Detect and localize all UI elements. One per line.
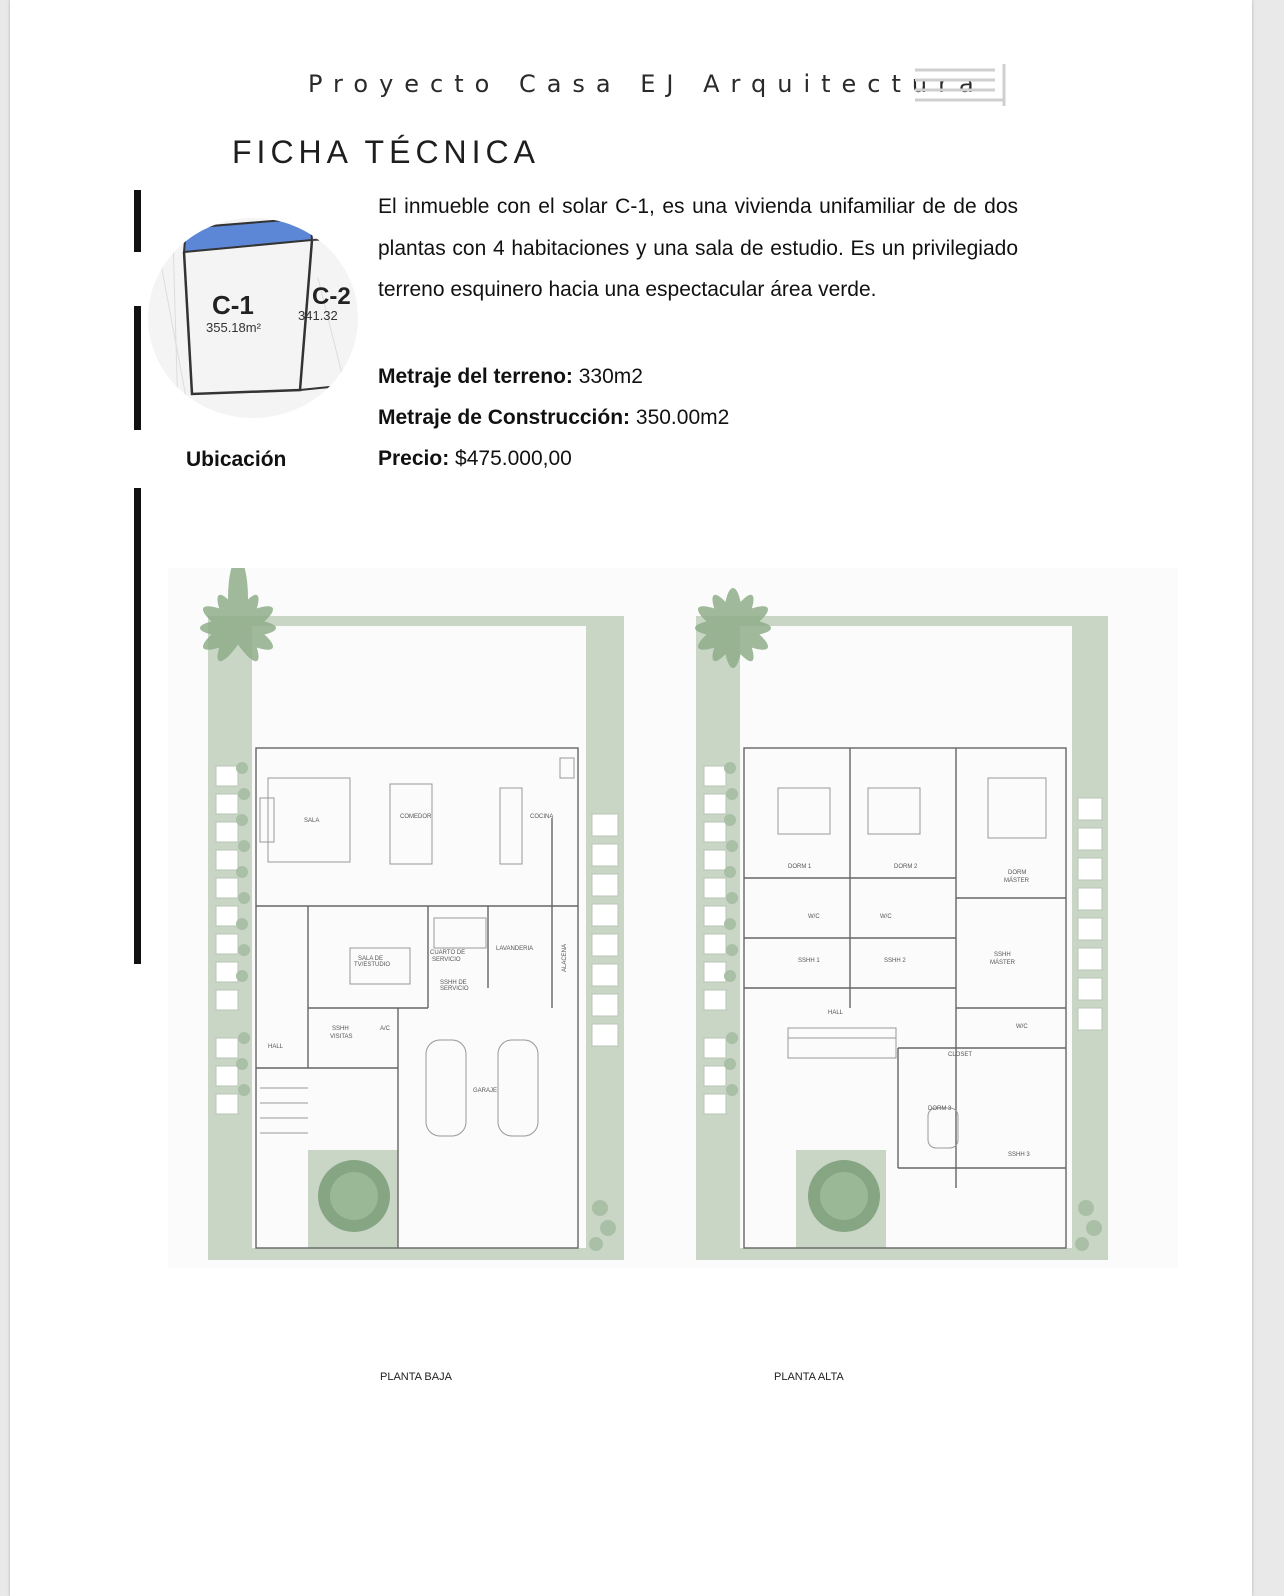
svg-text:HALL: HALL [268, 1044, 284, 1050]
svg-text:SSHH DE: SSHH DE [440, 980, 467, 986]
svg-text:LAVANDERIA: LAVANDERIA [496, 946, 534, 952]
svg-text:DORM 2: DORM 2 [894, 864, 918, 870]
svg-text:CLOSET: CLOSET [948, 1052, 973, 1058]
property-description: El inmueble con el solar C-1, es una vivienda unifamiliar de de dos plantas con 4 habitaciones y una sala de estudio. Es un privilegiado terreno esquinero hacia una espectacular área verde. [378, 195, 1018, 301]
svg-text:TV/ESTUDIO: TV/ESTUDIO [354, 962, 391, 968]
svg-text:W/C: W/C [808, 914, 820, 920]
svg-text:SSHH: SSHH [332, 1026, 349, 1032]
spec-label: Metraje de Construcción: [378, 406, 631, 429]
spec-item-construction-area [378, 397, 729, 438]
spec-item-land-area [378, 356, 729, 397]
accent-bar-top [134, 190, 141, 252]
svg-text:A/C: A/C [380, 1026, 391, 1032]
lot-neighbor-area: 341.32 [298, 308, 338, 323]
svg-text:DORM 3: DORM 3 [928, 1106, 952, 1112]
svg-text:HALL: HALL [828, 1010, 844, 1016]
lot-neighbor-label: C-2 [312, 283, 351, 310]
svg-text:SSHH 1: SSHH 1 [798, 958, 820, 964]
spec-label: Precio: [378, 447, 450, 470]
svg-text:SALA: SALA [304, 818, 320, 824]
caption-upper-floor: PLANTA ALTA [774, 1371, 844, 1383]
section-title: FICHA TÉCNICA [232, 134, 540, 170]
header-decoration [915, 62, 1015, 108]
lot-main-area: 355.18m² [206, 320, 261, 335]
accent-bar-middle [134, 306, 141, 430]
svg-text:SSHH 3: SSHH 3 [1008, 1152, 1030, 1158]
spec-value: $475.000,00 [455, 447, 572, 470]
location-map [148, 218, 358, 418]
svg-text:SSHH 2: SSHH 2 [884, 958, 906, 964]
svg-text:COMEDOR: COMEDOR [400, 814, 432, 820]
svg-text:DORM 1: DORM 1 [788, 864, 812, 870]
svg-text:DORM: DORM [1008, 870, 1027, 876]
svg-text:CUARTO DE: CUARTO DE [430, 950, 466, 956]
svg-text:MÁSTER: MÁSTER [990, 960, 1016, 966]
floor-plans [168, 568, 1178, 1298]
svg-text:GARAJE: GARAJE [473, 1088, 498, 1094]
location-label: Ubicación [186, 448, 287, 471]
round-tree-icon [808, 1160, 880, 1232]
lot-main-label: C-1 [212, 290, 254, 320]
svg-text:SERVICIO: SERVICIO [440, 986, 469, 992]
svg-text:VISITAS: VISITAS [330, 1034, 353, 1040]
project-title: Proyecto Casa EJ Arquitectura [308, 70, 985, 98]
svg-text:SSHH: SSHH [994, 952, 1011, 958]
svg-text:MÁSTER: MÁSTER [1004, 878, 1030, 884]
spec-item-price [378, 438, 729, 479]
svg-text:COCINA: COCINA [530, 814, 554, 820]
spec-list [378, 356, 729, 479]
spec-label: Metraje del terreno: [378, 365, 573, 388]
spec-value: 330m2 [578, 365, 643, 388]
round-tree-icon [318, 1160, 390, 1232]
svg-text:W/C: W/C [880, 914, 892, 920]
accent-bar-long [134, 488, 141, 964]
spec-value: 350.00m2 [635, 406, 730, 429]
caption-ground-floor: PLANTA BAJA [380, 1371, 452, 1383]
svg-text:W/C: W/C [1016, 1024, 1028, 1030]
svg-text:ALACENA: ALACENA [562, 943, 568, 972]
svg-text:SALA DE: SALA DE [358, 956, 384, 962]
svg-text:SERVICIO: SERVICIO [432, 957, 461, 963]
